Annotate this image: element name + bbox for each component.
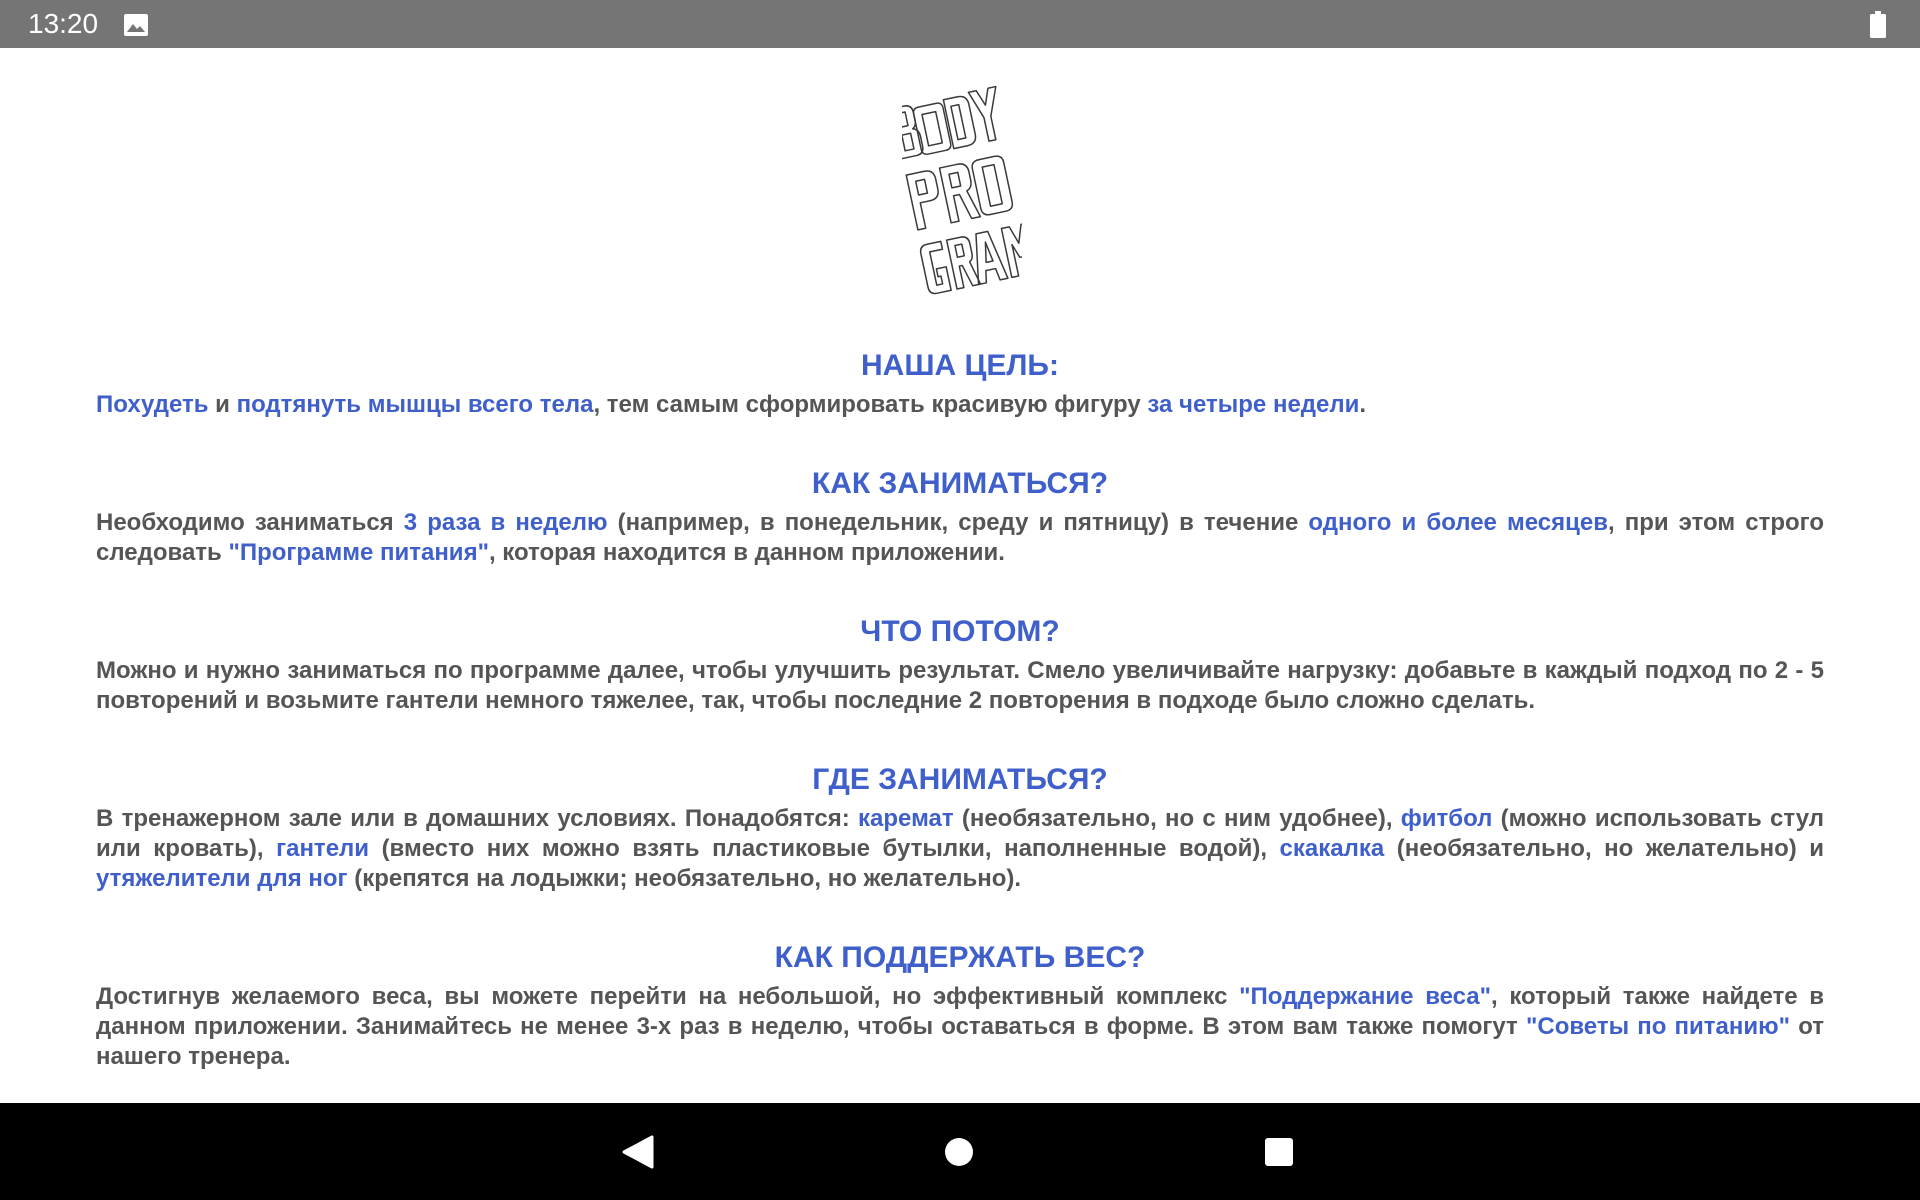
highlight-text: "Советы по питанию" (1525, 1013, 1791, 1040)
highlight-text: утяжелители для ног (96, 865, 348, 892)
body-text: . (1359, 391, 1367, 418)
highlight-text: "Поддержание веса" (1239, 983, 1492, 1010)
highlight-text: за четыре недели (1147, 391, 1360, 418)
section-heading: НАША ЦЕЛЬ: (860, 349, 1059, 382)
body-text: (необязательно, но с ним удобнее), (953, 805, 1401, 832)
body-text: , при этом строго следовать (96, 509, 1824, 566)
section-heading: КАК ЗАНИМАТЬСЯ? (811, 467, 1109, 500)
battery-icon (1870, 11, 1886, 38)
section-goal (96, 348, 1824, 420)
section-body (96, 508, 1824, 568)
section-where-to-train (96, 762, 1824, 894)
body-text: , тем самым сформировать красивую фигуру (593, 391, 1148, 418)
highlight-text: фитбол (1400, 805, 1493, 832)
status-time: 13:20 (28, 8, 99, 39)
body-pro-gram-logo (902, 76, 1022, 318)
section-heading: ЧТО ПОТОМ? (860, 615, 1060, 648)
status-bar (0, 0, 1920, 48)
section-body (96, 982, 1824, 1072)
section-heading: КАК ПОДДЕРЖАТЬ ВЕС? (774, 941, 1146, 974)
navigation-bar (0, 1103, 1920, 1200)
image-icon (124, 14, 148, 36)
highlight-text: каремат (858, 805, 954, 832)
content-area[interactable] (96, 48, 1824, 1102)
body-text: Необходимо заниматься (96, 509, 404, 536)
body-text: от нашего тренера. (96, 1013, 1824, 1070)
section-heading: ГДЕ ЗАНИМАТЬСЯ? (812, 763, 1108, 796)
home-icon[interactable] (944, 1137, 974, 1167)
highlight-text: гантели (276, 835, 370, 862)
back-icon[interactable] (622, 1135, 654, 1169)
body-text: (необязательно, но желательно) и (1384, 835, 1824, 862)
body-text: Можно и нужно заниматься по программе далее, чтобы улучшить результат. Смело увеличивайте нагрузку: добавьте в каждый подход по 2 - 5 повторений и возьмите гантели немного тяжелее, так, чтобы последние 2 повторения в подходе было сложно сделать. (96, 657, 1824, 714)
highlight-text: "Программе питания" (228, 539, 489, 566)
recents-icon[interactable] (1264, 1137, 1294, 1167)
highlight-text: подтянуть мышцы всего тела (236, 391, 594, 418)
highlight-text: скакалка (1279, 835, 1385, 862)
highlight-text: 3 раза в неделю (403, 509, 608, 536)
section-how-to-train (96, 466, 1824, 568)
body-text: (можно использовать стул или кровать), (96, 805, 1824, 862)
body-text: , который также найдете в данном приложении. Занимайтесь не менее 3-х раз в неделю, чтобы оставаться в форме. В этом вам также помогут (96, 983, 1824, 1040)
body-text: и (208, 391, 237, 418)
section-what-next (96, 614, 1824, 716)
body-text: (крепятся на лодыжки; необязательно, но желательно). (347, 865, 1022, 892)
section-body (96, 656, 1824, 716)
section-body (96, 804, 1824, 894)
section-maintain-weight (96, 940, 1824, 1072)
body-text: (например, в понедельник, среду и пятницу) в течение (607, 509, 1309, 536)
highlight-text: одного и более месяцев (1308, 509, 1608, 536)
body-text: (вместо них можно взять пластиковые бутылки, наполненные водой), (369, 835, 1280, 862)
body-text: В тренажерном зале или в домашних условиях. Понадобятся: (96, 805, 859, 832)
body-text: Достигнув желаемого веса, вы можете перейти на небольшой, но эффективный комплекс (96, 983, 1240, 1010)
highlight-text: Похудеть (96, 391, 209, 418)
body-text: , которая находится в данном приложении. (488, 539, 1005, 566)
section-body (96, 390, 1824, 420)
